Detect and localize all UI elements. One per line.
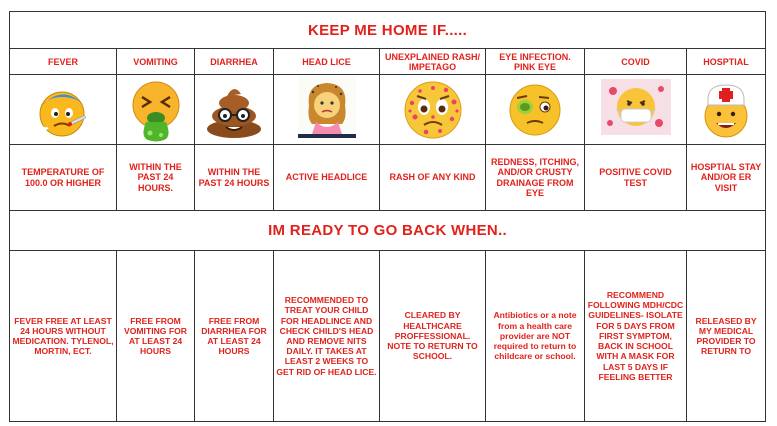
home-condition-vomiting: WITHIN THE PAST 24 HOURS. bbox=[117, 145, 195, 211]
home-condition-diarrhea: WITHIN THE PAST 24 HOURS bbox=[195, 145, 274, 211]
column-header-diarrhea: DIARRHEA bbox=[195, 49, 274, 75]
return-condition-fever: FEVER FREE AT LEAST 24 HOURS WITHOUT MEDICATION. TYLENOL, MORTIN, ECT. bbox=[10, 251, 117, 422]
return-condition-head-lice: RECOMMENDED TO TREAT YOUR CHILD FOR HEADLINCE AND CHECK CHILD'S HEAD AND REMOVE NITS DAILY. IT TAKES AT LEAST 2 WEEKS TO GET RID OF HEAD LICE. bbox=[274, 251, 380, 422]
icon-cell-diarrhea bbox=[195, 75, 274, 145]
vomiting-emoji-icon bbox=[126, 77, 186, 143]
icon-cell-pink-eye bbox=[486, 75, 585, 145]
column-header-rash: UNEXPLAINED RASH/ IMPETAGO bbox=[380, 49, 486, 75]
icon-cell-covid bbox=[585, 75, 687, 145]
icon-cell-vomiting bbox=[117, 75, 195, 145]
icon-cell-fever bbox=[10, 75, 117, 145]
column-header-covid: COVID bbox=[585, 49, 687, 75]
nurse-emoji-icon bbox=[698, 79, 754, 141]
icon-cell-head-lice bbox=[274, 75, 380, 145]
home-condition-covid: POSITIVE COVID TEST bbox=[585, 145, 687, 211]
head-lice-girl-icon bbox=[298, 76, 356, 143]
pink-eye-emoji-icon bbox=[505, 80, 565, 140]
keep-home-title: KEEP ME HOME IF..... bbox=[10, 12, 766, 49]
return-condition-hospital: RELEASED BY MY MEDICAL PROVIDER TO RETURN TO bbox=[687, 251, 766, 422]
poop-emoji-icon bbox=[203, 80, 265, 140]
rash-face-emoji-icon bbox=[400, 79, 466, 141]
home-condition-pink-eye: REDNESS, ITCHING, AND/OR CRUSTY DRAINAGE FROM EYE bbox=[486, 145, 585, 211]
icon-cell-rash bbox=[380, 75, 486, 145]
home-condition-fever: TEMPERATURE OF 100.0 OR HIGHER bbox=[10, 145, 117, 211]
return-condition-rash: CLEARED BY HEALTHCARE PROFFESSIONAL. NOTE TO RETURN TO SCHOOL. bbox=[380, 251, 486, 422]
sick-policy-table bbox=[9, 11, 766, 422]
column-header-pink-eye: EYE INFECTION. PINK EYE bbox=[486, 49, 585, 75]
return-condition-pink-eye: Antibiotics or a note from a health care provider are NOT required to return to childcare or school. bbox=[486, 251, 585, 422]
column-header-head-lice: HEAD LICE bbox=[274, 49, 380, 75]
return-condition-covid: RECOMMEND FOLLOWING MDH/CDC GUIDELINES- ISOLATE FOR 5 DAYS FROM FIRST SYMPTOM, BACK IN SCHOOL WITH A MASK FOR LAST 5 DAYS IF FEELING BETTER bbox=[585, 251, 687, 422]
thermometer-sick-emoji-icon bbox=[32, 79, 94, 141]
ready-to-return-title: IM READY TO GO BACK WHEN.. bbox=[10, 211, 766, 251]
column-header-vomiting: VOMITING bbox=[117, 49, 195, 75]
return-condition-vomiting: FREE FROM VOMITING FOR AT LEAST 24 HOURS bbox=[117, 251, 195, 422]
home-condition-head-lice: ACTIVE HEADLICE bbox=[274, 145, 380, 211]
icon-cell-hospital bbox=[687, 75, 766, 145]
home-condition-hospital: HOSPTIAL STAY AND/OR ER VISIT bbox=[687, 145, 766, 211]
home-condition-rash: RASH OF ANY KIND bbox=[380, 145, 486, 211]
column-header-fever: FEVER bbox=[10, 49, 117, 75]
mask-face-emoji-icon bbox=[601, 79, 671, 140]
column-header-hospital: HOSPTIAL bbox=[687, 49, 766, 75]
return-condition-diarrhea: FREE FROM DIARRHEA FOR AT LEAST 24 HOURS bbox=[195, 251, 274, 422]
